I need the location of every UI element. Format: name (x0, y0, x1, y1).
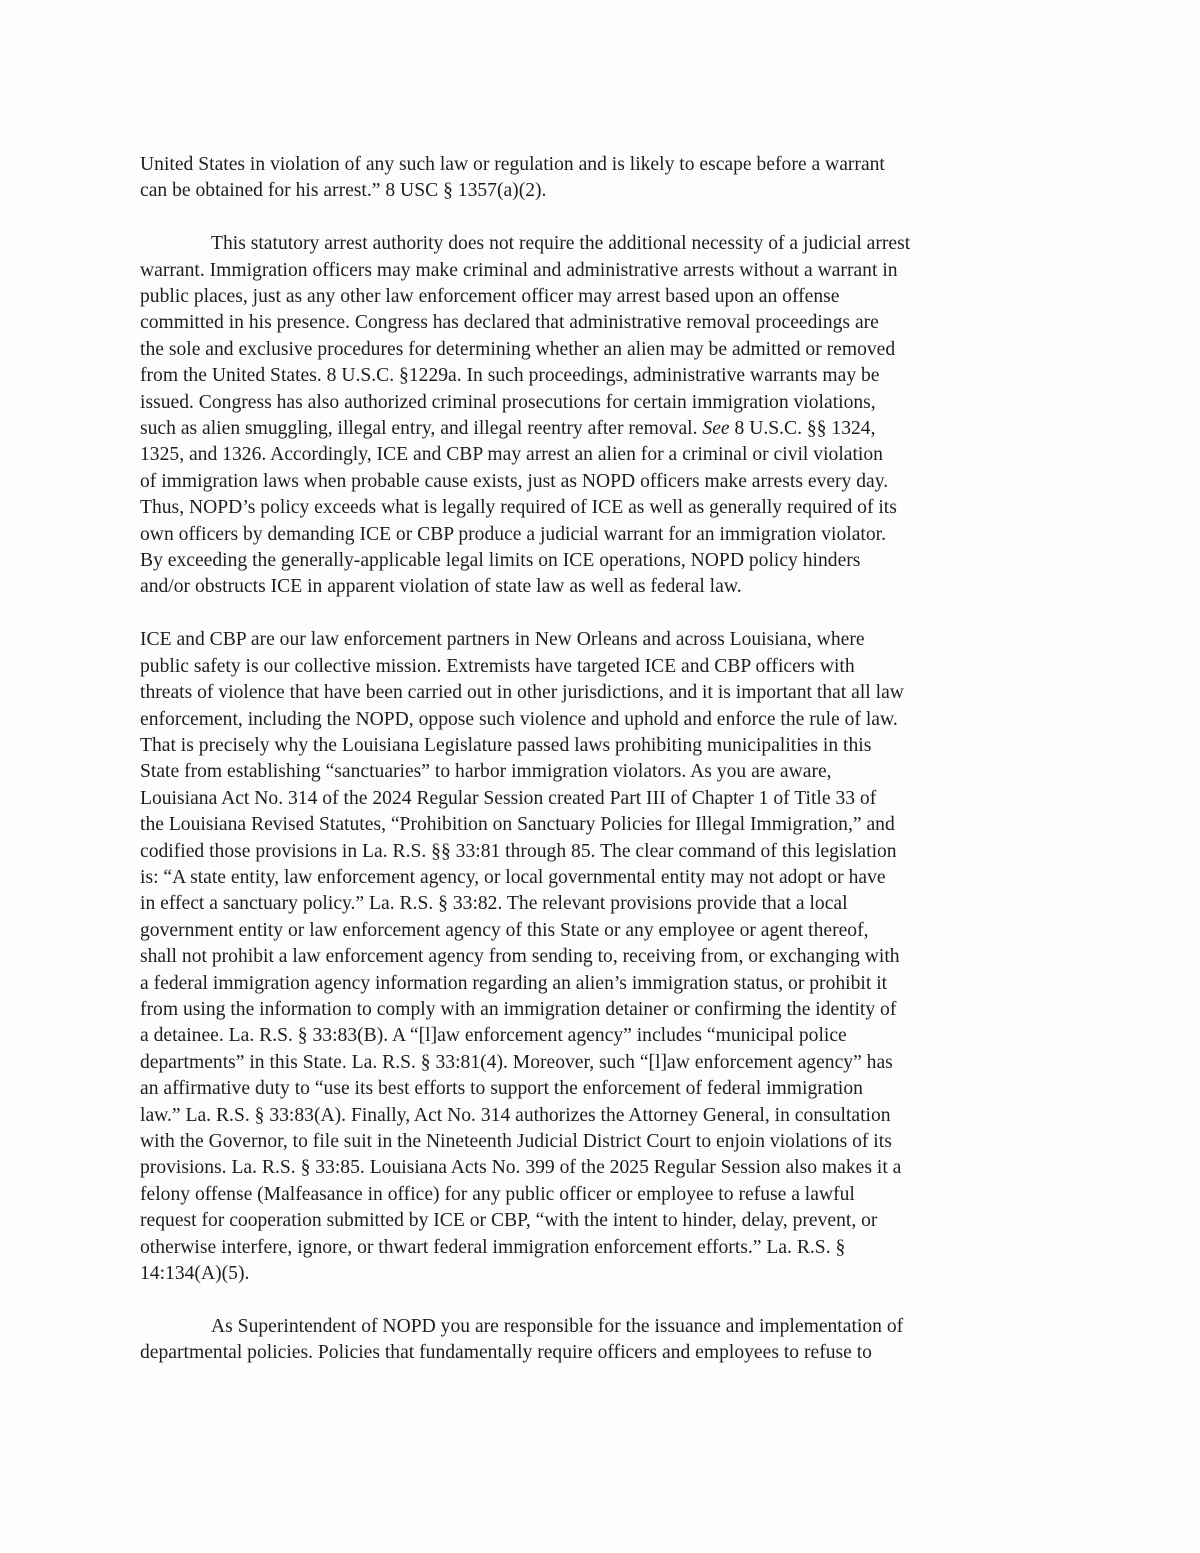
text-line: government entity or law enforcement agency of this State or any employee or agent thereof, (140, 919, 869, 941)
text-line: departments” in this State. La. R.S. § 33:81(4). Moreover, such “[l]aw enforcement agency” has (140, 1051, 893, 1073)
text-line: provisions. La. R.S. § 33:85. Louisiana Acts No. 399 of the 2025 Regular Session also makes it a (140, 1157, 902, 1179)
text-line: ICE and CBP are our law enforcement partners in New Orleans and across Louisiana, where (140, 629, 865, 651)
text-line: As Superintendent of NOPD you are responsible for the issuance and implementation of (211, 1315, 904, 1337)
text-line: That is precisely why the Louisiana Legislature passed laws prohibiting municipalities in this (140, 734, 872, 756)
text-line: own officers by demanding ICE or CBP produce a judicial warrant for an immigration violator. (140, 523, 887, 545)
paragraph-4 (140, 1314, 1060, 1367)
text-line: felony offense (Malfeasance in office) for any public officer or employee to refuse a lawful (140, 1183, 855, 1205)
text-line: 14:134(A)(5). (140, 1263, 250, 1285)
text-line: threats of violence that have been carried out in other jurisdictions, and it is important that all law (140, 682, 904, 704)
text-line: Thus, NOPD’s policy exceeds what is legally required of ICE as well as generally required of its (140, 497, 897, 519)
text-line: public safety is our collective mission. Extremists have targeted ICE and CBP officers with (140, 655, 855, 677)
text-line: enforcement, including the NOPD, oppose such violence and uphold and enforce the rule of law. (140, 708, 898, 730)
text-line: an affirmative duty to “use its best efforts to support the enforcement of federal immigration (140, 1078, 863, 1100)
text-line: is: “A state entity, law enforcement agency, or local governmental entity may not adopt or have (140, 866, 886, 888)
paragraph-1 (140, 152, 1060, 205)
text-line: departmental policies. Policies that fundamentally require officers and employees to refuse to (140, 1342, 872, 1364)
text-line: with the Governor, to file suit in the Nineteenth Judicial District Court to enjoin violations of its (140, 1131, 892, 1152)
paragraph-2 (140, 231, 1060, 601)
text-line: a detainee. La. R.S. § 33:83(B). A “[l]aw enforcement agency” includes “municipal police (140, 1025, 847, 1047)
text-line: codified those provisions in La. R.S. §§ 33:81 through 85. The clear command of this legislation (140, 840, 897, 862)
text-line: United States in violation of any such law or regulation and is likely to escape before a warrant (140, 154, 885, 175)
paragraph-3 (140, 627, 1060, 1287)
text-line: such as alien smuggling, illegal entry, and illegal reentry after removal. See 8 U.S.C. §§ 1324, (140, 418, 876, 440)
text-line: the sole and exclusive procedures for determining whether an alien may be admitted or removed (140, 338, 896, 360)
text-line: from using the information to comply with an immigration detainer or confirming the identity of (140, 998, 897, 1020)
text-line: the Louisiana Revised Statutes, “Prohibition on Sanctuary Policies for Illegal Immigration,” and (140, 814, 895, 836)
text-line: shall not prohibit a law enforcement agency from sending to, receiving from, or exchanging with (140, 946, 900, 968)
text-line: Louisiana Act No. 314 of the 2024 Regular Session created Part III of Chapter 1 of Title 33 of (140, 787, 877, 809)
text-line: a federal immigration agency information regarding an alien’s immigration status, or prohibit it (140, 972, 888, 994)
text-line: from the United States. 8 U.S.C. §1229a. In such proceedings, administrative warrants may be (140, 365, 880, 387)
text-line: and/or obstructs ICE in apparent violation of state law as well as federal law. (140, 576, 742, 598)
text-line: By exceeding the generally-applicable legal limits on ICE operations, NOPD policy hinders (140, 550, 861, 572)
text-line: public places, just as any other law enforcement officer may arrest based upon an offense (140, 286, 840, 308)
text-line: State from establishing “sanctuaries” to harbor immigration violators. As you are aware, (140, 761, 832, 783)
text-line: of immigration laws when probable cause exists, just as NOPD officers make arrests every day. (140, 470, 889, 492)
text-line: warrant. Immigration officers may make criminal and administrative arrests without a warrant in (140, 259, 898, 281)
text-line: 1325, and 1326. Accordingly, ICE and CBP may arrest an alien for a criminal or civil violation (140, 444, 883, 466)
text-line: in effect a sanctuary policy.” La. R.S. § 33:82. The relevant provisions provide that a local (140, 893, 848, 915)
text-line: otherwise interfere, ignore, or thwart federal immigration enforcement efforts.” La. R.S. § (140, 1236, 846, 1258)
text-line: can be obtained for his arrest.” 8 USC § 1357(a)(2). (140, 180, 547, 202)
text-line: issued. Congress has also authorized criminal prosecutions for certain immigration violations, (140, 391, 876, 413)
letter-body (140, 152, 1060, 1393)
text-line: request for cooperation submitted by ICE or CBP, “with the intent to hinder, delay, prevent, or (140, 1210, 878, 1232)
text-line: committed in his presence. Congress has declared that administrative removal proceedings are (140, 312, 879, 334)
citation-signal: See (702, 418, 730, 440)
text-line: law.” La. R.S. § 33:83(A). Finally, Act No. 314 authorizes the Attorney General, in consultation (140, 1104, 891, 1126)
text-line: This statutory arrest authority does not require the additional necessity of a judicial arrest (211, 233, 911, 255)
